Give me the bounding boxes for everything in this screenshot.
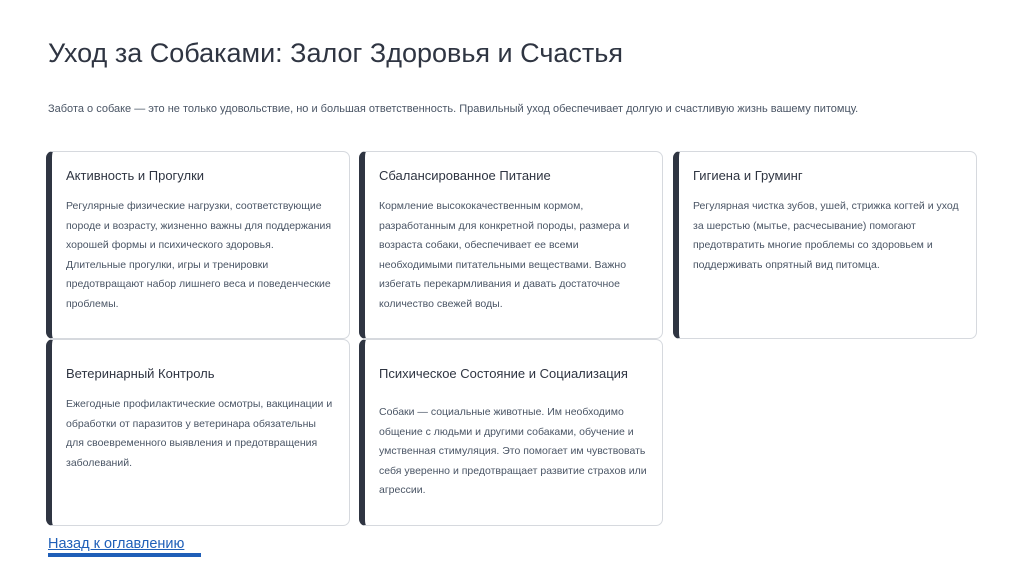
card-title: Гигиена и Груминг — [693, 168, 803, 183]
card-text: Регулярные физические нагрузки, соответствующие породе и возрасту, жизненно важны для поддержания хорошей формы и психического здоровья. Длительные прогулки, игры и тренировки предотвращают набор лишнего веса и поведенческие проблемы. — [66, 200, 332, 310]
card-veterinary — [46, 339, 350, 526]
card-title: Психическое Состояние и Социализация — [379, 366, 628, 381]
back-to-contents-link[interactable]: Назад к оглавлению — [48, 536, 185, 552]
card-title: Активность и Прогулки — [66, 168, 205, 183]
card-text: Собаки — социальные животные. Им необходимо общение с людьми и другими собаками, обучение и умственная стимуляция. Это помогает им чувствовать себя уверенно и предотвращает развитие страхов или агрессии. — [379, 406, 647, 496]
link-underline-bar — [48, 553, 201, 557]
intro-text: Забота о собаке — это не только удовольствие, но и большая ответственность. Правильный уход обеспечивает долгую и счастливую жизнь вашему питомцу. — [48, 103, 859, 115]
card-socialization — [359, 339, 663, 526]
page-title: Уход за Собаками: Залог Здоровья и Счастья — [48, 38, 623, 68]
card-grooming — [673, 151, 977, 339]
card-title: Сбалансированное Питание — [379, 168, 551, 183]
card-nutrition — [359, 151, 663, 339]
card-text: Регулярная чистка зубов, ушей, стрижка когтей и уход за шерстью (мытье, расчесывание) помогают предотвратить многие проблемы со здоровьем и поддерживать опрятный вид питомца. — [693, 200, 959, 271]
card-text: Ежегодные профилактические осмотры, вакцинации и обработки от паразитов у ветеринара обязательны для своевременного выявления и предотвращения заболеваний. — [66, 398, 333, 469]
card-title: Ветеринарный Контроль — [66, 366, 215, 381]
card-activity — [46, 151, 350, 339]
card-text: Кормление высококачественным кормом, разработанным для конкретной породы, размера и возраста собаки, обеспечивает ее всеми необходимыми питательными веществами. Важно избегать перекармливания и давать достаточное количество свежей воды. — [379, 200, 630, 310]
